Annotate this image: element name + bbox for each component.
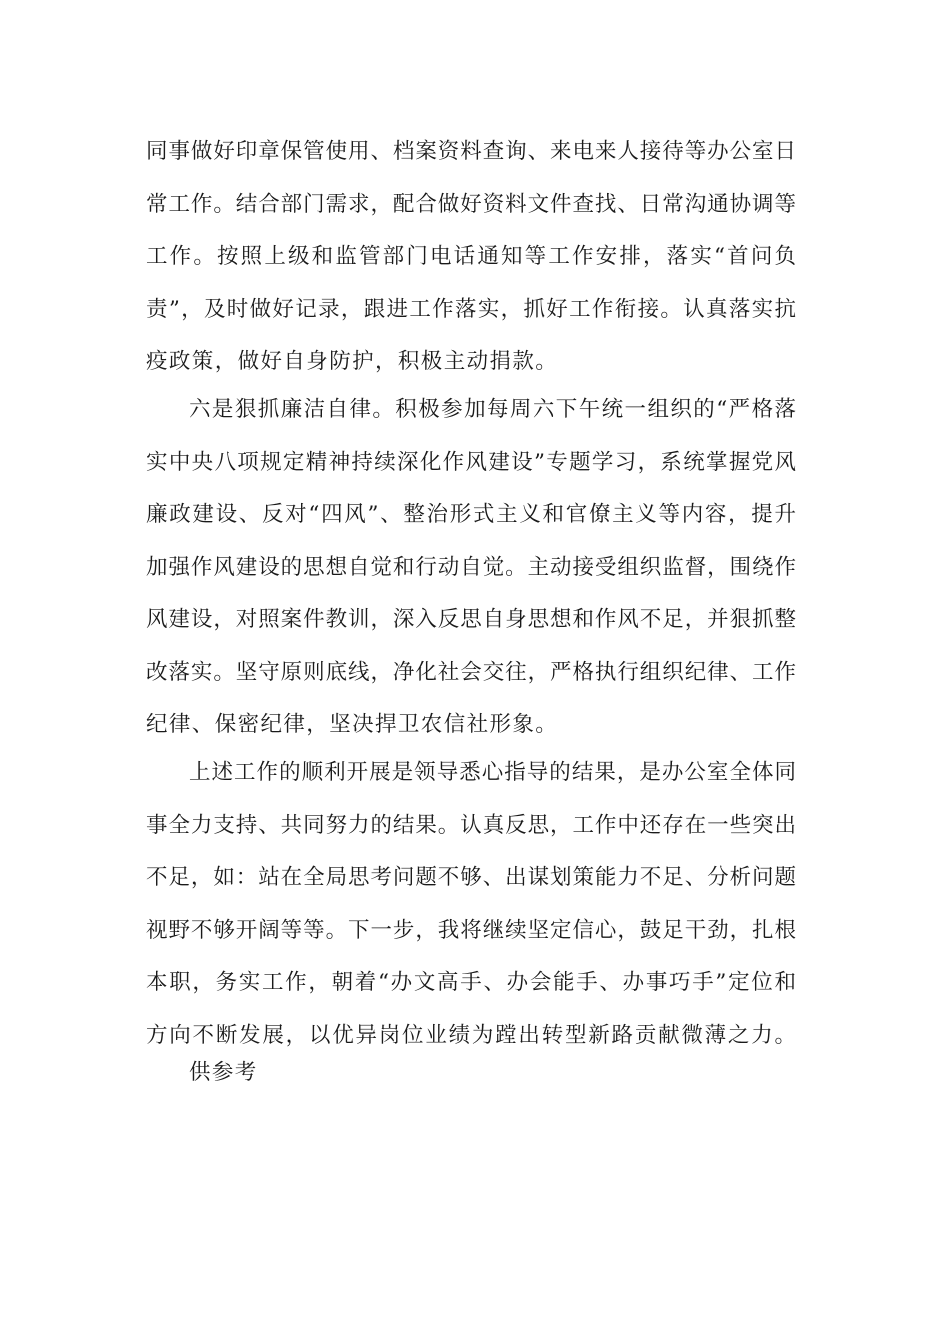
- text-line: 工作。按照上级和监管部门电话通知等工作安排，落实“首问负: [146, 244, 796, 269]
- text-line: 责”，及时做好记录，跟进工作落实，抓好工作衔接。认真落实抗: [146, 296, 796, 322]
- text-line: 同事做好印章保管使用、档案资料查询、来电来人接待等办公室日: [146, 139, 796, 164]
- text-line: 方向不断发展，以优异岗位业绩为蹚出转型新路贡献微薄之力。: [146, 1022, 796, 1048]
- text-line: 事全力支持、共同努力的结果。认真反思，工作中还存在一些突出: [146, 812, 796, 838]
- text-line: 视野不够开阔等等。下一步，我将继续坚定信心，鼓足干劲，扎根: [146, 917, 796, 943]
- text-line: 常工作。结合部门需求，配合做好资料文件查找、日常沟通协调等: [146, 191, 796, 217]
- text-line: 改落实。坚守原则底线，净化社会交往，严格执行组织纪律、工作: [146, 659, 796, 685]
- paragraph-integrity: [146, 384, 796, 752]
- text-line: 本职，务实工作，朝着“办文高手、办会能手、办事巧手”定位和: [146, 970, 796, 995]
- text-line: 不足，如：站在全局思考问题不够、出谋划策能力不足、分析问题: [146, 865, 796, 890]
- closing-text: 供参考: [189, 1060, 258, 1085]
- text-line: 实中央八项规定精神持续深化作风建设”专题学习，系统掌握党风: [146, 449, 796, 475]
- text-line: 上述工作的顺利开展是领导悉心指导的结果，是办公室全体同: [189, 760, 796, 785]
- text-line: 纪律、保密纪律，坚决捍卫农信社形象。: [146, 712, 559, 737]
- paragraph-office-duties: [146, 126, 796, 389]
- paragraph-summary: [146, 747, 796, 1062]
- text-line: 六是狠抓廉洁自律。积极参加每周六下午统一组织的“严格落: [189, 397, 796, 422]
- text-line: 廉政建设、反对“四风”、整治形式主义和官僚主义等内容，提升: [146, 502, 796, 527]
- text-line: 加强作风建设的思想自觉和行动自觉。主动接受组织监督，围绕作: [146, 554, 796, 580]
- text-line: 疫政策，做好自身防护，积极主动捐款。: [146, 349, 559, 374]
- closing-note: [146, 1047, 796, 1100]
- text-line: 风建设，对照案件教训，深入反思自身思想和作风不足，并狠抓整: [146, 607, 796, 632]
